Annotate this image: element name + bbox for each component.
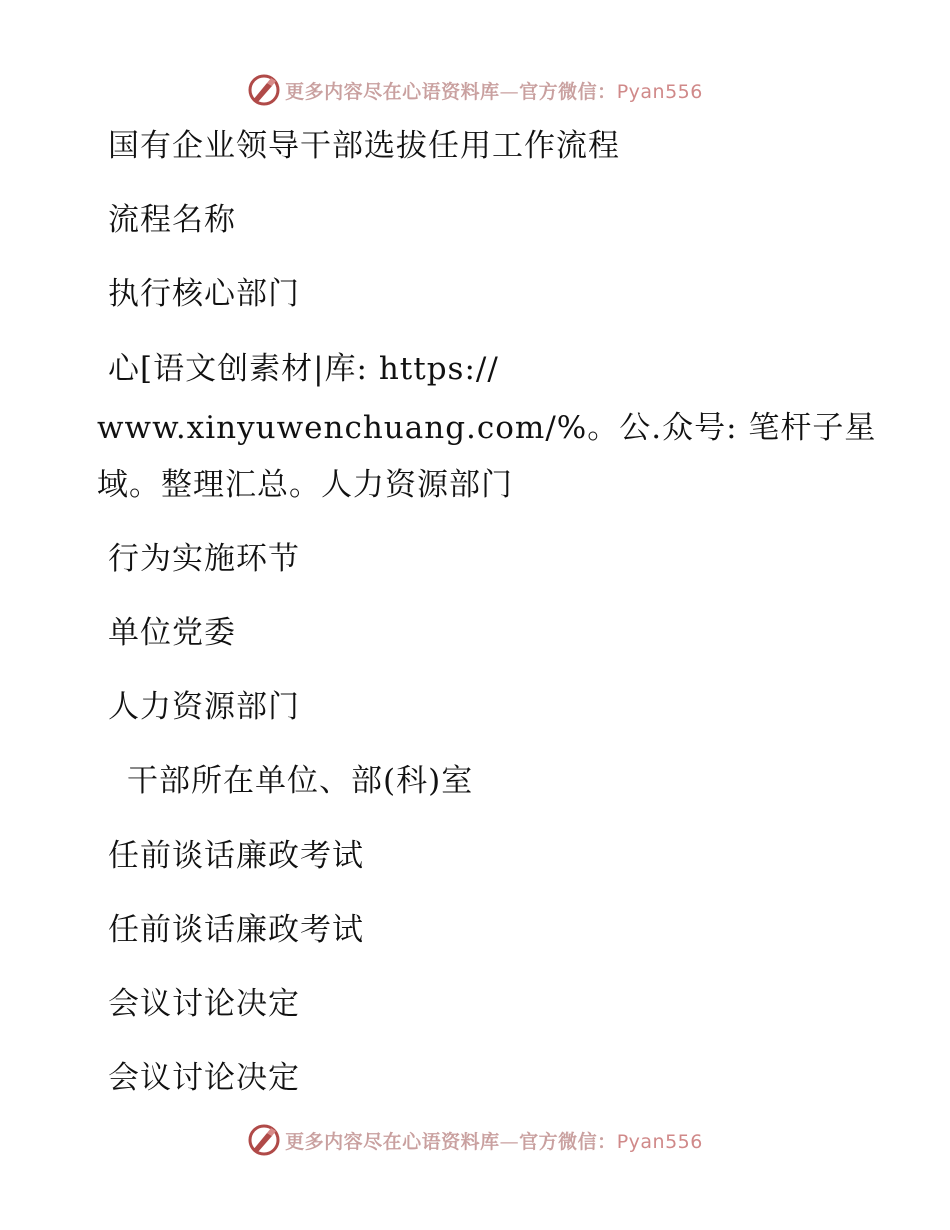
pen-circle-logo-icon	[247, 73, 281, 107]
header-watermark	[0, 70, 950, 110]
hr-department: 人力资源部门	[108, 689, 300, 725]
field-implementation-step: 行为实施环节	[108, 541, 300, 577]
pre-appointment-talk-exam-1: 任前谈话廉政考试	[108, 838, 364, 874]
footer-watermark	[0, 1120, 950, 1160]
pre-appointment-talk-exam-2: 任前谈话廉政考试	[108, 912, 364, 948]
document-title: 国有企业领导干部选拔任用工作流程	[108, 128, 620, 164]
unit-party-committee: 单位党委	[108, 615, 236, 651]
watermark-text: 更多内容尽在心语资料库—官方微信：Pyan556	[285, 80, 703, 103]
meeting-decision-2: 会议讨论决定	[108, 1060, 300, 1096]
source-line-2: www.xinyuwenchuang.com/%。公.众号: 笔杆子星	[97, 410, 877, 446]
pen-circle-logo-icon	[247, 1123, 281, 1157]
cadre-unit-office: 干部所在单位、部(科)室	[127, 763, 474, 799]
source-line-3: 域。整理汇总。人力资源部门	[97, 467, 513, 503]
field-process-name: 流程名称	[108, 202, 236, 238]
field-core-department: 执行核心部门	[108, 276, 300, 312]
source-line-1: 心[语文创素材|库: https://	[108, 351, 499, 387]
watermark-text: 更多内容尽在心语资料库—官方微信：Pyan556	[285, 1130, 703, 1153]
meeting-decision-1: 会议讨论决定	[108, 986, 300, 1022]
